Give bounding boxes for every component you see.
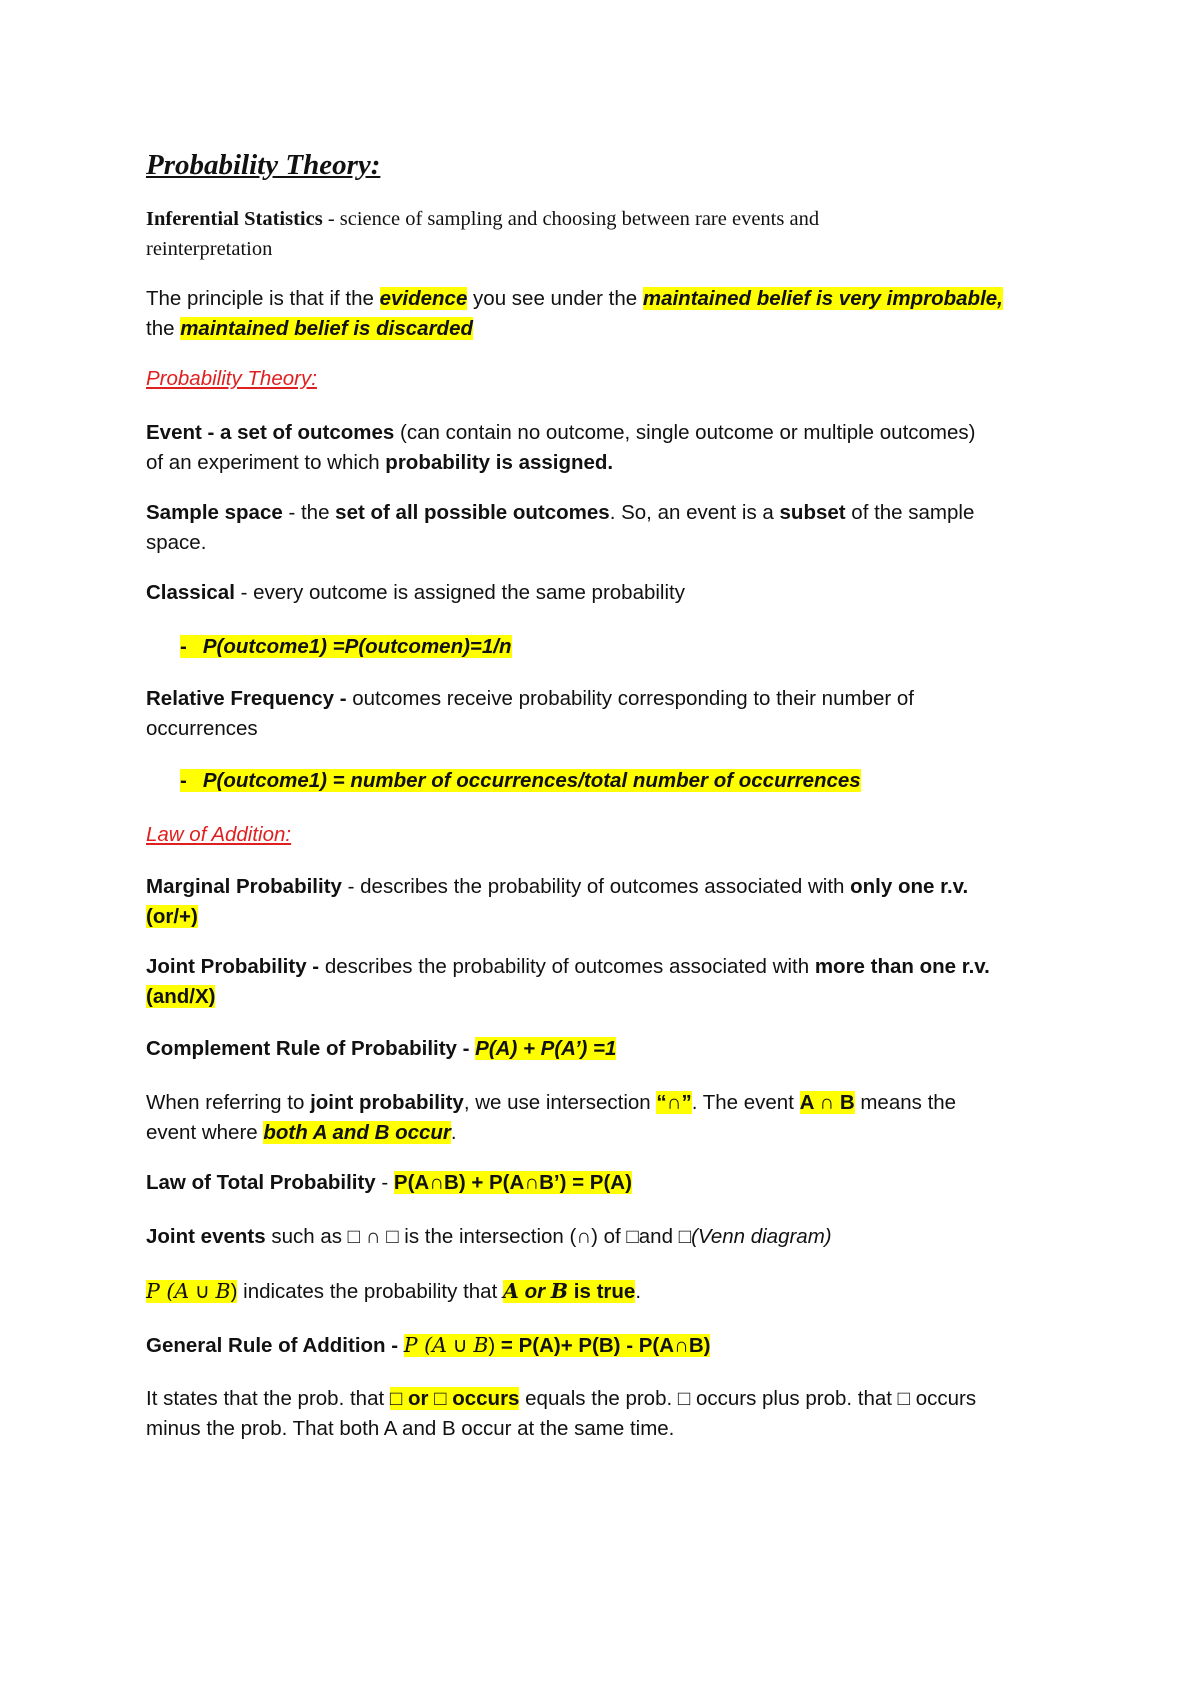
- sample-space-text: . So, an event is a: [609, 501, 780, 524]
- sample-space-text: - the: [282, 501, 336, 524]
- states-text-line2: minus the prob. That both A and B occur at the same time.: [146, 1417, 675, 1440]
- joint-events-paragraph: [146, 1222, 1060, 1252]
- relative-term: Relative Frequency -: [146, 687, 347, 710]
- bullet-dash: -: [180, 635, 203, 658]
- complement-term: Complement Rule of Probability -: [146, 1037, 476, 1060]
- page-title: Probability Theory:: [146, 149, 381, 181]
- joint-prob-term: Joint Probability -: [146, 955, 320, 978]
- joint-prob-bold: more than one r.v.: [814, 955, 990, 978]
- classical-paragraph: [146, 578, 1060, 608]
- principle-paragraph: [146, 284, 1060, 344]
- sample-space-text: of the sample: [845, 501, 975, 524]
- intersection-text: means the: [854, 1091, 957, 1114]
- sample-space-term: Sample space: [146, 501, 283, 524]
- states-text: occurs plus prob. that: [690, 1387, 898, 1410]
- classical-formula: P(outcome1) =P(outcomen)=1/n: [202, 635, 512, 658]
- missing-glyph-box: □: [677, 1387, 691, 1410]
- sample-space-text-line2: space.: [146, 531, 207, 554]
- joint-prob-highlight: (and/X): [146, 985, 216, 1008]
- math-paren: ): [230, 1280, 238, 1303]
- math-b: B: [473, 1333, 489, 1357]
- missing-glyph-box: □: [626, 1225, 639, 1248]
- bullet-dash: -: [180, 769, 203, 792]
- states-text: It states that the prob. that: [146, 1387, 390, 1410]
- missing-glyph-box: □: [678, 1225, 692, 1248]
- math-b: B: [550, 1279, 569, 1303]
- relative-frequency-paragraph: [146, 684, 1060, 744]
- relative-text: outcomes receive probability corresponding to their number of: [346, 687, 914, 710]
- joint-events-text: such as: [265, 1225, 348, 1248]
- relative-formula: P(outcome1) = number of occurrences/total number of occurrences: [202, 769, 861, 792]
- intersection-text: . The event: [691, 1091, 800, 1114]
- marginal-bold: only one r.v.: [850, 875, 969, 898]
- union-paragraph: [146, 1276, 1060, 1307]
- states-paragraph: [146, 1384, 1060, 1444]
- inferential-term: Inferential Statistics: [146, 208, 323, 230]
- highlight-evidence: evidence: [379, 287, 468, 310]
- general-rule-paragraph: [146, 1330, 1060, 1361]
- math-p: P: [146, 1279, 160, 1303]
- union-highlight: [503, 1280, 635, 1303]
- section-heading-law-of-addition: Law of Addition:: [146, 823, 292, 846]
- joint-events-text: ∩: [360, 1225, 387, 1248]
- event-bold: a set of outcomes: [220, 421, 395, 444]
- sample-space-bold: set of all possible outcomes: [335, 501, 610, 524]
- missing-glyph-box: □: [897, 1387, 911, 1410]
- union-formula: [146, 1280, 237, 1303]
- total-formula: P(A∩B) + P(A∩B’) = P(A): [393, 1171, 632, 1194]
- joint-events-text: and: [638, 1225, 679, 1248]
- states-text: occurs: [910, 1387, 977, 1410]
- section-heading-probability-theory: Probability Theory:: [146, 367, 317, 390]
- inferential-text: - science of sampling and choosing between rare events and: [322, 208, 820, 230]
- classical-text: - every outcome is assigned the same probability: [234, 581, 685, 604]
- math-union: ∪: [446, 1334, 474, 1357]
- joint-events-text: is the intersection (∩) of: [398, 1225, 627, 1248]
- complement-formula: P(A) + P(A’) =1: [475, 1037, 617, 1060]
- principle-text: The principle is that if the: [146, 287, 380, 310]
- joint-prob-text: describes the probability of outcomes associated with: [319, 955, 815, 978]
- math-paren: (: [159, 1279, 175, 1303]
- union-text: .: [635, 1280, 642, 1303]
- intersection-text: event where: [146, 1121, 264, 1144]
- marginal-term: Marginal Probability: [146, 875, 342, 898]
- event-term: Event -: [146, 421, 221, 444]
- joint-events-term: Joint events: [146, 1225, 266, 1248]
- event-bold: probability is assigned.: [385, 451, 614, 474]
- relative-text-line2: occurrences: [146, 717, 258, 740]
- is-true-text: is true: [568, 1280, 636, 1303]
- intersection-bold: joint probability: [310, 1091, 464, 1114]
- event-text: of an experiment to which: [146, 451, 386, 474]
- total-term: Law of Total Probability: [146, 1171, 376, 1194]
- intersection-both-highlight: both A and B occur: [263, 1121, 451, 1144]
- event-paragraph: [146, 418, 1060, 478]
- marginal-paragraph: [146, 872, 1060, 932]
- marginal-text: - describes the probability of outcomes associated with: [341, 875, 851, 898]
- math-paren: ): [488, 1334, 496, 1357]
- sample-space-bold: subset: [779, 501, 846, 524]
- intersection-event-highlight: A ∩ B: [799, 1091, 855, 1114]
- relative-formula-bullet: [180, 766, 1060, 796]
- principle-text: you see under the: [467, 287, 643, 310]
- classical-term: Classical: [146, 581, 235, 604]
- math-a: A: [432, 1333, 447, 1357]
- event-text: (can contain no outcome, single outcome or multiple outcomes): [394, 421, 976, 444]
- states-text: equals the prob.: [519, 1387, 678, 1410]
- math-a: A: [174, 1279, 190, 1303]
- general-term: General Rule of Addition -: [146, 1334, 404, 1357]
- states-highlight: □ or □ occurs: [389, 1387, 520, 1410]
- marginal-highlight: (or/+): [146, 905, 198, 928]
- principle-text: the: [146, 317, 181, 340]
- highlight-improbable: maintained belief is very improbable,: [642, 287, 1003, 310]
- joint-probability-paragraph: [146, 952, 1060, 1012]
- total-probability-paragraph: [146, 1168, 1060, 1198]
- total-text: -: [375, 1171, 394, 1194]
- math-b: B: [215, 1279, 231, 1303]
- intersection-text: , we use intersection: [463, 1091, 657, 1114]
- general-formula: [404, 1334, 711, 1357]
- highlight-discarded: maintained belief is discarded: [180, 317, 473, 340]
- intersection-symbol-highlight: “∩”: [656, 1091, 692, 1114]
- inferential-statistics-paragraph: [146, 204, 1060, 264]
- math-p: P: [403, 1333, 418, 1357]
- inferential-text-line2: reinterpretation: [146, 238, 273, 260]
- intersection-paragraph: [146, 1088, 1060, 1148]
- complement-rule-paragraph: [146, 1034, 1060, 1064]
- general-formula-rest: = P(A)+ P(B) - P(A∩B): [495, 1334, 711, 1357]
- math-paren: (: [417, 1333, 433, 1357]
- intersection-text: When referring to: [146, 1091, 311, 1114]
- missing-glyph-box: □: [386, 1225, 399, 1248]
- missing-glyph-box: □: [347, 1225, 361, 1248]
- classical-formula-bullet: [180, 632, 1060, 662]
- sample-space-paragraph: [146, 498, 1060, 558]
- intersection-text: .: [450, 1121, 457, 1144]
- math-union: ∪: [189, 1280, 216, 1303]
- or-text: or: [518, 1280, 551, 1303]
- union-text: indicates the probability that: [237, 1280, 503, 1303]
- joint-events-italic: (Venn diagram): [691, 1225, 832, 1248]
- math-a: A: [502, 1279, 519, 1303]
